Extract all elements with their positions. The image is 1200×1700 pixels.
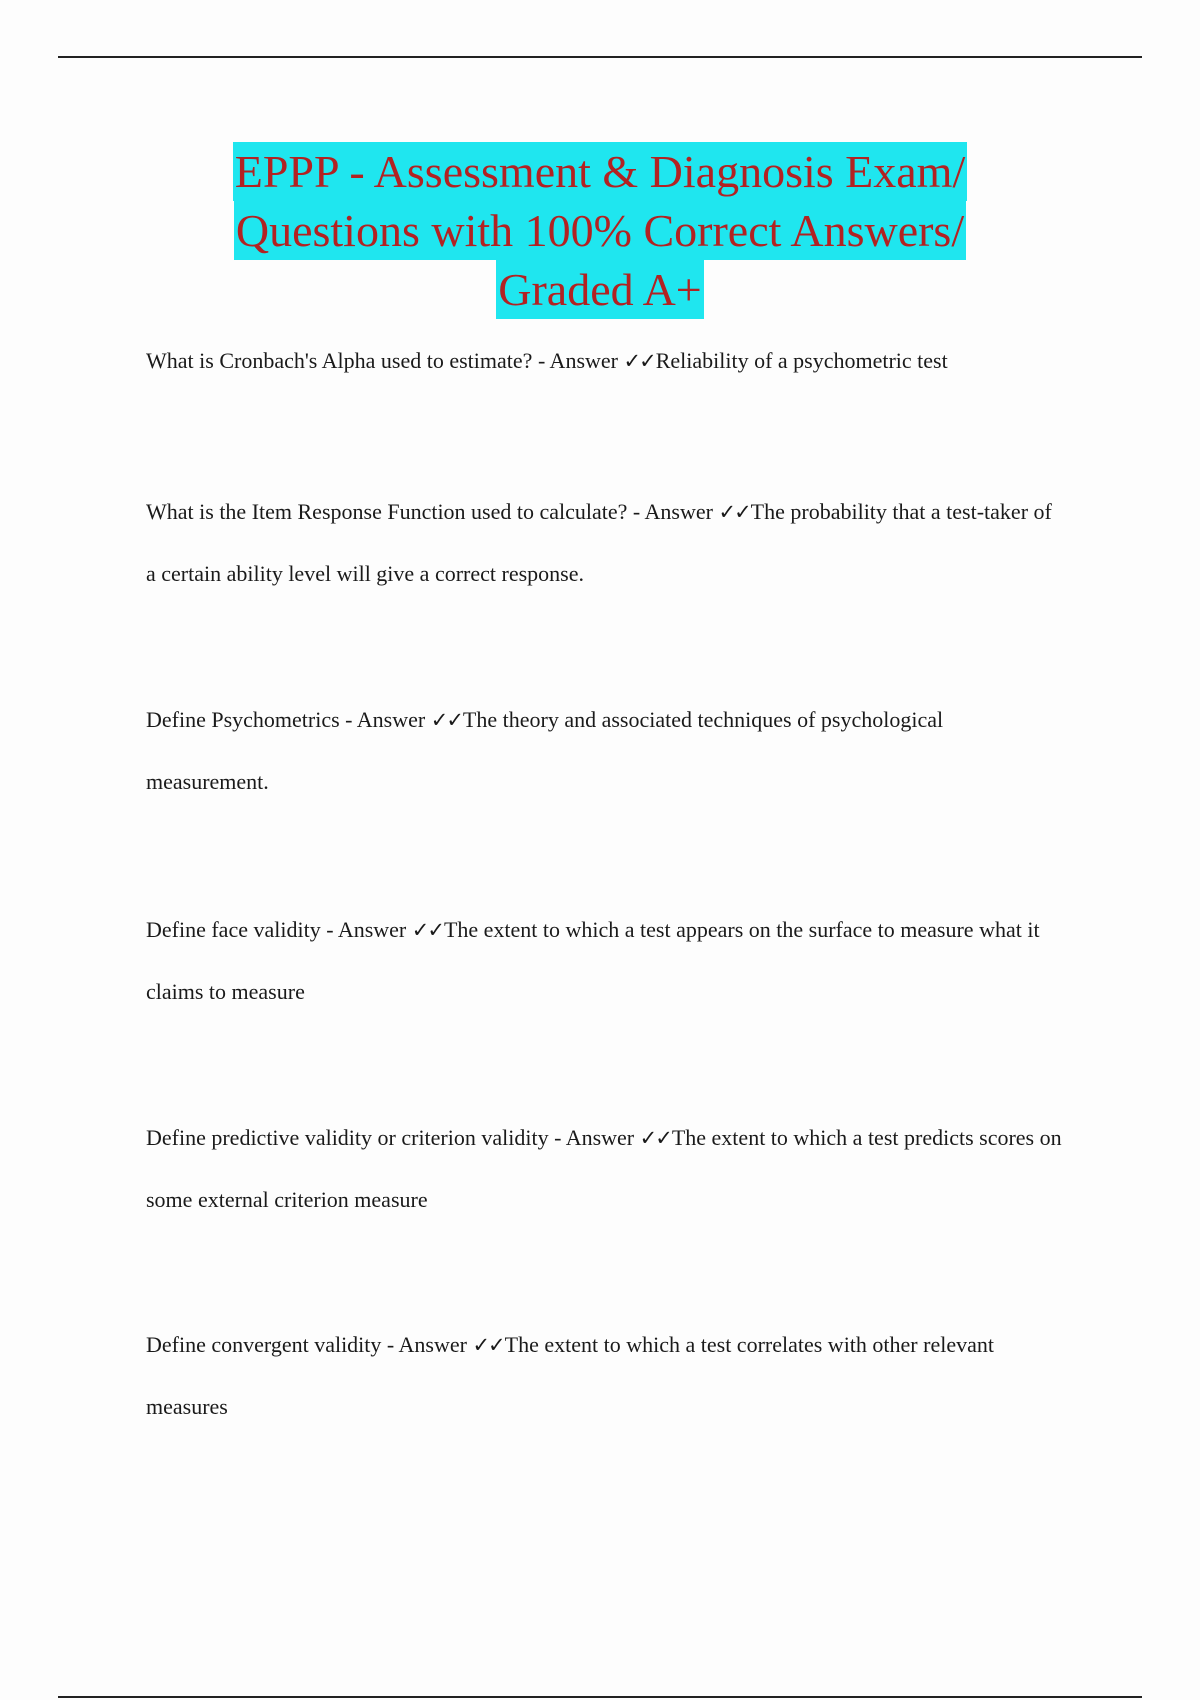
answer-text: Reliability of a psychometric test (655, 348, 948, 373)
qa-item-5 (146, 1107, 1066, 1230)
check-icon: ✓✓ (639, 1126, 671, 1150)
page-title (100, 142, 1100, 319)
qa-item-1 (146, 330, 1066, 392)
answer-separator: - Answer (381, 1332, 473, 1357)
question-text: What is Cronbach's Alpha used to estimate? (146, 348, 533, 373)
answer-separator: - Answer (320, 917, 412, 942)
check-icon: ✓✓ (430, 708, 462, 732)
check-icon: ✓✓ (623, 349, 655, 373)
top-rule (58, 56, 1142, 58)
check-icon: ✓✓ (718, 500, 750, 524)
title-line-2: Questions with 100% Correct Answers/ (234, 201, 966, 260)
answer-text: The extent to which a test predicts scores on some external criterion measure (146, 1125, 1062, 1212)
answer-text: The probability that a test-taker of a certain ability level will give a correct response. (146, 499, 1052, 586)
qa-item-2 (146, 481, 1066, 604)
question-text: Define predictive validity or criterion validity (146, 1125, 549, 1150)
qa-item-6 (146, 1314, 1066, 1437)
answer-separator: - Answer (548, 1125, 640, 1150)
qa-item-3 (146, 689, 1066, 812)
answer-text: The theory and associated techniques of psychological measurement. (146, 707, 944, 794)
question-text: Define convergent validity (146, 1332, 382, 1357)
title-line-1: EPPP - Assessment & Diagnosis Exam/ (233, 142, 968, 201)
qa-item-4 (146, 899, 1066, 1022)
bottom-rule (58, 1696, 1142, 1698)
answer-separator: - Answer (339, 707, 431, 732)
question-text: What is the Item Response Function used to calculate? (146, 499, 628, 524)
title-line-3: Graded A+ (496, 260, 704, 319)
question-text: Define face validity (146, 917, 321, 942)
check-icon: ✓✓ (472, 1333, 504, 1357)
answer-text: The extent to which a test correlates with other relevant measures (146, 1332, 994, 1419)
question-text: Define Psychometrics (146, 707, 340, 732)
answer-separator: - Answer (532, 348, 624, 373)
answer-text: The extent to which a test appears on the surface to measure what it claims to measure (146, 917, 1040, 1004)
answer-separator: - Answer (627, 499, 719, 524)
check-icon: ✓✓ (411, 918, 443, 942)
